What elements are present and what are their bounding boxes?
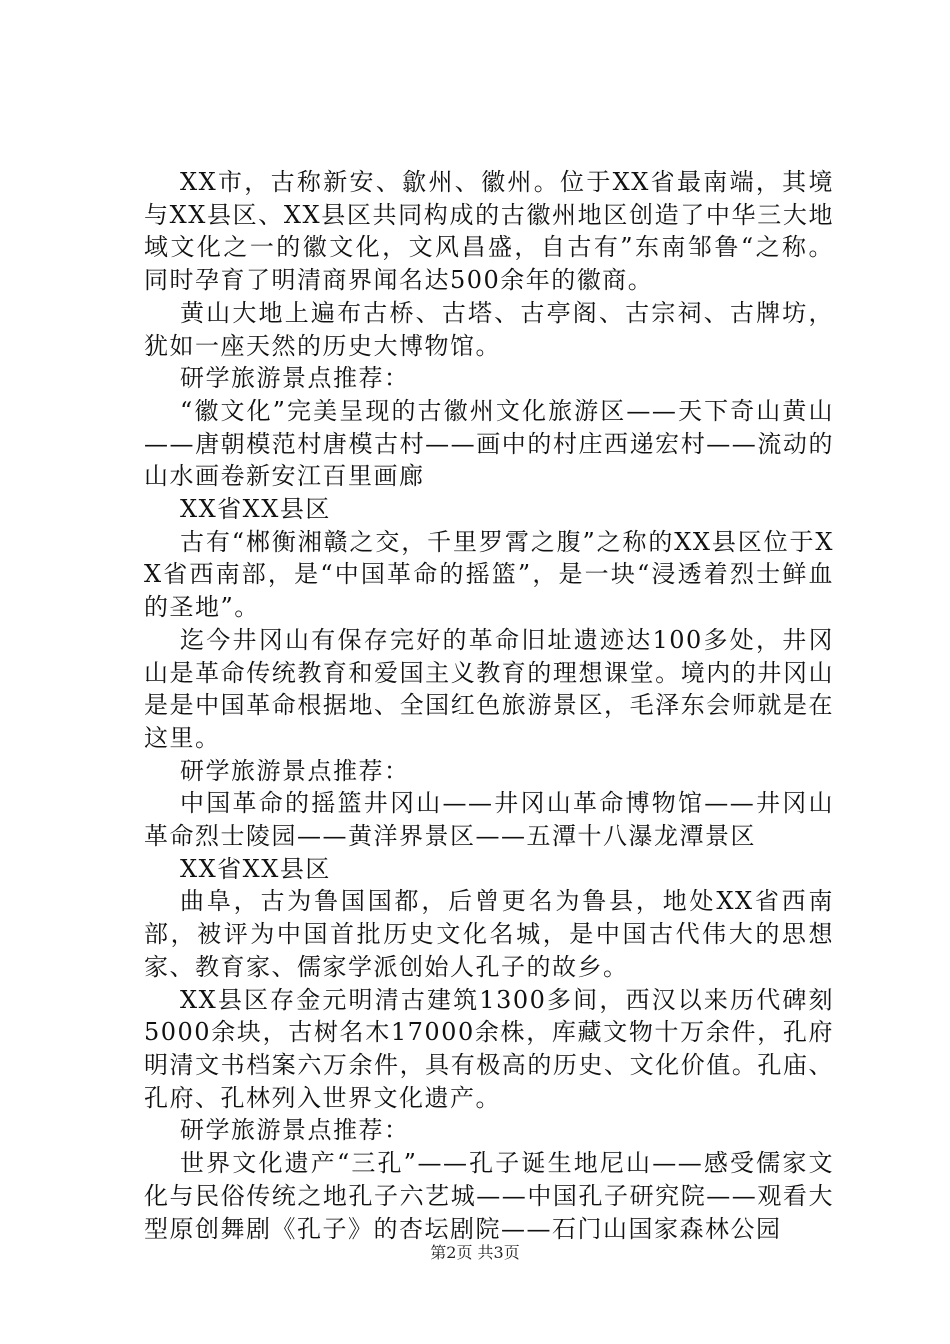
- paragraph-qufu-route: 世界文化遗产“三孔”——孔子诞生地尼山——感受儒家文化与民俗传统之地孔子六艺城——中国孔子研究院——观看大型原创舞剧《孔子》的杏坛剧院——石门山国家森林公园: [144, 1149, 834, 1243]
- paragraph-huizhou-intro: XX市，古称新安、歙州、徽州。位于XX省最南端，其境与XX县区、XX县区共同构成的古徽州地区创造了中华三大地域文化之一的徽文化，文风昌盛，自古有”东南邹鲁“之称。同时孕育了明清商界闻名达500余年的徽商。: [144, 168, 834, 295]
- paragraph-qufu-heritage: XX县区存金元明清古建筑1300多间，西汉以来历代碑刻5000余块，古树名木17000余株，库藏文物十万余件，孔府明清文书档案六万余件，具有极高的历史、文化价值。孔庙、孔府、孔林列入世界文化遗产。: [144, 985, 834, 1112]
- section-heading-county-3: XX省XX县区: [180, 854, 331, 883]
- paragraph-jinggangshan-sites: 迄今井冈山有保存完好的革命旧址遗迹达100多处，井冈山是革命传统教育和爱国主义教育的理想课堂。境内的井冈山是是中国革命根据地、全国红色旅游景区，毛泽东会师就是在这里。: [144, 625, 834, 752]
- paragraph-huangshan-museum: 黄山大地上遍布古桥、古塔、古亭阁、古宗祠、古牌坊，犹如一座天然的历史大博物馆。: [144, 298, 834, 360]
- page-number-footer: 第2页 共3页: [430, 1243, 520, 1262]
- paragraph-jinggangshan-route: 中国革命的摇篮井冈山——井冈山革命博物馆——井冈山革命烈士陵园——黄洋界景区——五潭十八瀑龙潭景区: [144, 789, 834, 851]
- paragraph-jinggangshan-intro: 古有“郴衡湘赣之交，千里罗霄之腹”之称的XX县区位于XX省西南部，是“中国革命的摇篮”，是一块“浸透着烈士鲜血的圣地”。: [144, 527, 834, 622]
- section-heading-county-2: XX省XX县区: [180, 495, 331, 524]
- paragraph-recommend-heading-3: 研学旅游景点推荐：: [180, 1116, 410, 1145]
- paragraph-recommend-heading-1: 研学旅游景点推荐：: [180, 364, 410, 393]
- document-body: [144, 166, 834, 1245]
- paragraph-qufu-intro: 曲阜，古为鲁国国都，后曾更名为鲁县，地处XX省西南部，被评为中国首批历史文化名城，是中国古代伟大的思想家、教育家、儒家学派创始人孔子的故乡。: [144, 887, 834, 981]
- paragraph-recommend-heading-2: 研学旅游景点推荐：: [180, 756, 410, 785]
- paragraph-huizhou-route: “徽文化”完美呈现的古徽州文化旅游区——天下奇山黄山——唐朝模范村唐模古村——画中的村庄西递宏村——流动的山水画卷新安江百里画廊: [144, 396, 834, 491]
